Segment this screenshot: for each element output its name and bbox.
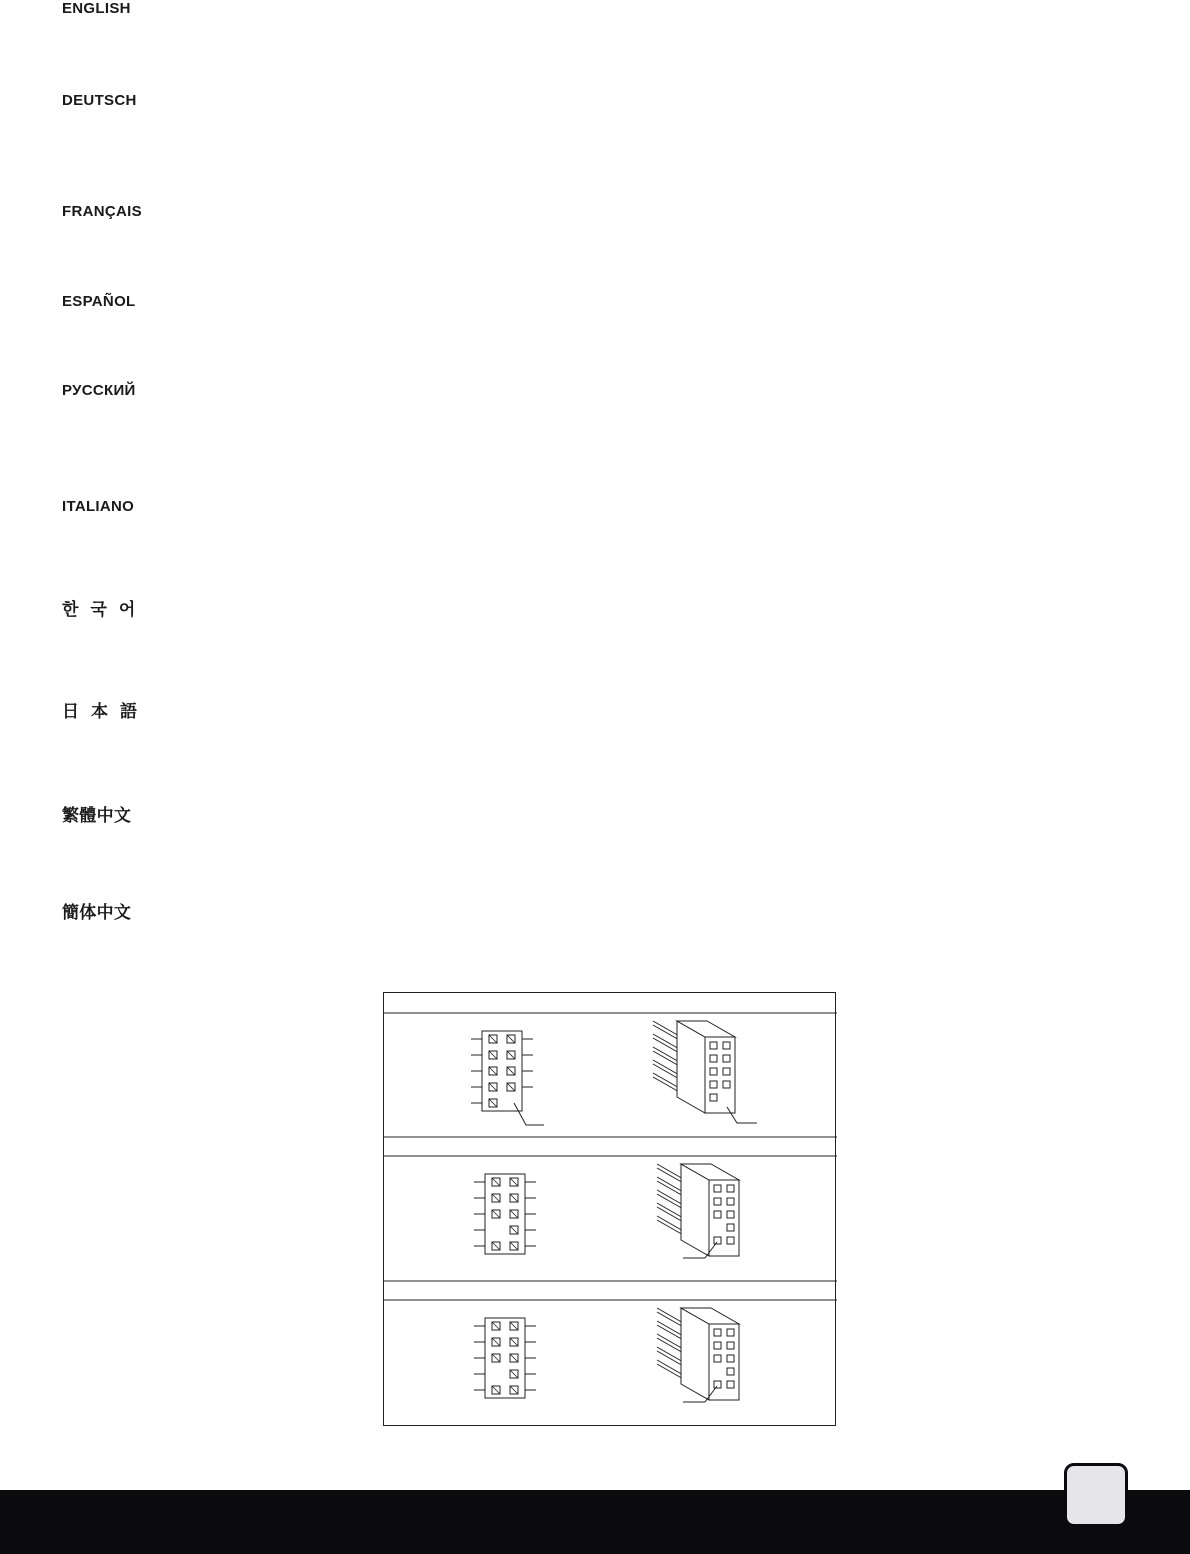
socket-hole <box>727 1381 734 1388</box>
socket-hole <box>714 1211 721 1218</box>
socket-hole <box>710 1081 717 1088</box>
language-heading-italiano: ITALIANO <box>62 498 135 515</box>
connector-diagram <box>384 993 837 1427</box>
socket-hole <box>727 1355 734 1362</box>
socket-hole <box>714 1381 721 1388</box>
socket-hole <box>714 1198 721 1205</box>
page-number-tab <box>1064 1463 1128 1527</box>
socket-hole <box>727 1185 734 1192</box>
language-heading-traditional-chinese: 繁體中文 <box>62 806 132 826</box>
socket-hole <box>714 1237 721 1244</box>
socket-hole <box>723 1042 730 1049</box>
socket-hole <box>714 1355 721 1362</box>
socket-hole <box>714 1329 721 1336</box>
socket-hole <box>710 1055 717 1062</box>
socket-hole <box>710 1094 717 1101</box>
socket-hole <box>727 1237 734 1244</box>
pin-header-outline <box>485 1318 525 1398</box>
socket-hole <box>727 1198 734 1205</box>
socket-hole <box>723 1068 730 1075</box>
connector-pinout-figure <box>383 992 836 1426</box>
language-heading-deutsch: DEUTSCH <box>62 92 137 109</box>
footer-bar <box>0 1490 1190 1554</box>
socket-hole <box>727 1368 734 1375</box>
language-heading-japanese: 日本語 <box>62 702 149 722</box>
socket-hole <box>723 1081 730 1088</box>
language-heading-espanol: ESPAÑOL <box>62 293 136 310</box>
pin-header-outline <box>482 1031 522 1111</box>
callout-leader <box>514 1103 544 1125</box>
socket-hole <box>714 1185 721 1192</box>
pin-header-outline <box>485 1174 525 1254</box>
socket-hole <box>727 1224 734 1231</box>
language-heading-simplified-chinese: 簡体中文 <box>62 903 132 923</box>
socket-hole <box>727 1211 734 1218</box>
language-heading-english: ENGLISH <box>62 0 131 17</box>
socket-hole <box>727 1329 734 1336</box>
socket-hole <box>710 1042 717 1049</box>
language-heading-korean: 한국어 <box>62 600 148 620</box>
language-heading-russian: РУССКИЙ <box>62 382 136 399</box>
language-heading-francais: FRANÇAIS <box>62 203 142 220</box>
socket-hole <box>723 1055 730 1062</box>
socket-hole <box>727 1342 734 1349</box>
socket-hole <box>710 1068 717 1075</box>
socket-hole <box>714 1342 721 1349</box>
